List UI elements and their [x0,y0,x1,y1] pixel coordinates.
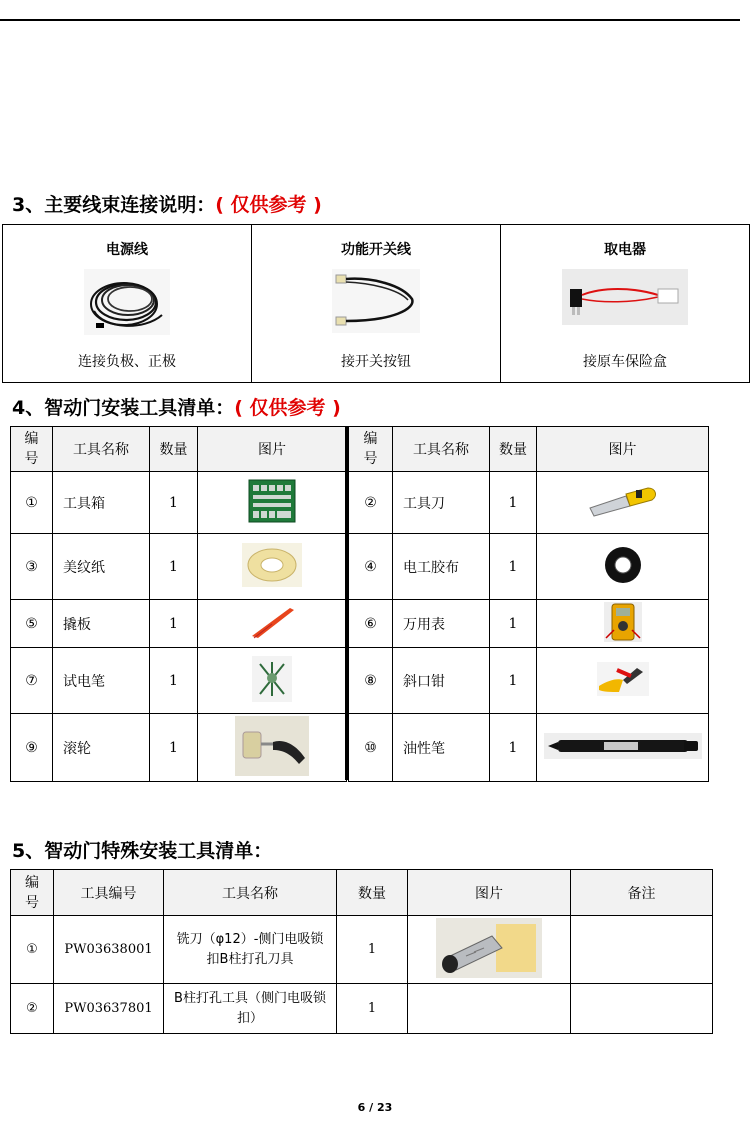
row-img [408,916,571,984]
row-qty: 1 [490,600,537,648]
section5-heading-main: 5、智动门特殊安装工具清单： [12,840,273,862]
row-name: 撬板 [53,600,150,648]
row-name: 电工胶布 [393,534,490,600]
row-qty: 1 [490,472,537,534]
col-header-name: 工具名称 [164,870,337,916]
col-header-name: 工具名称 [393,427,490,472]
col-header-img: 图片 [408,870,571,916]
row-qty: 1 [150,648,198,714]
top-rule [0,19,740,21]
test-pen-icon [252,656,292,702]
pry-bar-icon [242,602,302,642]
wiring-cell-fuse-tap [501,225,750,383]
row-img [408,984,571,1034]
wiring-title: 取电器 [604,242,646,258]
row-code: PW03637801 [54,984,164,1034]
col-header-img: 图片 [537,427,709,472]
row-img [198,472,347,534]
row-no: ① [11,472,53,534]
table-row [11,714,347,782]
row-img [198,714,347,782]
diagonal-pliers-icon [597,662,649,696]
row-name: 工具箱 [53,472,150,534]
col-header-qty: 数量 [150,427,198,472]
row-name: 万用表 [393,600,490,648]
row-no: ⑨ [11,714,53,782]
col-header-name: 工具名称 [53,427,150,472]
fuse-tap-adapter-icon [562,269,688,325]
row-no: ⑦ [11,648,53,714]
col-header-no: 编 号 [11,870,54,916]
section3-heading [12,190,322,217]
section4-heading-main: 4、智动门安装工具清单： [12,397,235,419]
table-row [11,534,347,600]
row-qty: 1 [490,648,537,714]
row-no: ⑥ [349,600,393,648]
row-name: 工具刀 [393,472,490,534]
row-no: ⑧ [349,648,393,714]
utility-knife-icon [586,484,660,518]
row-qty: 1 [337,916,408,984]
table-row [349,534,709,600]
wiring-cell-power [3,225,252,383]
section3-heading-note: ( 仅供参考 ) [215,194,322,216]
section3-heading-main: 3、主要线束连接说明： [12,194,216,216]
row-no: ② [11,984,54,1034]
roller-icon [235,716,309,776]
milling-cutter-icon [436,918,542,978]
row-no: ① [11,916,54,984]
row-img [537,472,709,534]
wiring-table [2,224,750,383]
section5-heading [12,836,272,863]
table-row [349,600,709,648]
row-no: ⑤ [11,600,53,648]
table-row [11,984,713,1034]
row-no: ③ [11,534,53,600]
coiled-black-cable-icon [84,269,170,335]
row-img [537,600,709,648]
page-number: 6 / 23 [357,1101,393,1114]
electrical-tape-icon [601,543,645,587]
special-tools-table [10,869,713,1034]
row-qty: 1 [337,984,408,1034]
table-row [11,472,347,534]
row-img [198,534,347,600]
col-header-no: 编 号 [11,427,53,472]
wiring-desc: 接原车保险盒 [583,354,667,370]
row-no: ④ [349,534,393,600]
col-header-qty: 数量 [490,427,537,472]
wiring-title: 电源线 [106,242,148,258]
wiring-desc: 连接负极、正极 [78,354,176,370]
marker-pen-icon [544,733,702,759]
row-name: 滚轮 [53,714,150,782]
row-remark [571,916,713,984]
row-name: B柱打孔工具（侧门电吸锁扣） [164,984,337,1034]
row-no: ② [349,472,393,534]
col-header-code: 工具编号 [54,870,164,916]
col-header-remark: 备注 [571,870,713,916]
section4-heading [12,393,341,420]
table-row [349,472,709,534]
row-remark [571,984,713,1034]
tools-table-right [348,426,709,782]
row-img [537,534,709,600]
table-row [11,648,347,714]
masking-tape-icon [242,543,302,587]
multimeter-icon [604,602,642,642]
row-img [198,600,347,648]
row-name: 试电笔 [53,648,150,714]
col-header-img: 图片 [198,427,347,472]
row-name: 斜口钳 [393,648,490,714]
row-qty: 1 [150,534,198,600]
table-row [349,714,709,782]
row-qty: 1 [150,600,198,648]
row-img [537,714,709,782]
black-cable-with-connectors-icon [332,269,420,333]
wiring-desc: 接开关按钮 [341,354,411,370]
section4-heading-note: ( 仅供参考 ) [234,397,341,419]
row-code: PW03638001 [54,916,164,984]
table-row [11,916,713,984]
row-qty: 1 [490,534,537,600]
row-img [198,648,347,714]
row-qty: 1 [490,714,537,782]
wiring-cell-switch [252,225,501,383]
row-no: ⑩ [349,714,393,782]
table-row [11,600,347,648]
col-header-no: 编 号 [349,427,393,472]
toolbox-icon [247,476,297,526]
table-row [349,648,709,714]
row-qty: 1 [150,472,198,534]
row-name: 铣刀（φ12）-侧门电吸锁扣B柱打孔刀具 [164,916,337,984]
row-qty: 1 [150,714,198,782]
wiring-title: 功能开关线 [341,242,411,258]
row-img [537,648,709,714]
tools-table-left [10,426,347,782]
row-name: 油性笔 [393,714,490,782]
col-header-qty: 数量 [337,870,408,916]
row-name: 美纹纸 [53,534,150,600]
